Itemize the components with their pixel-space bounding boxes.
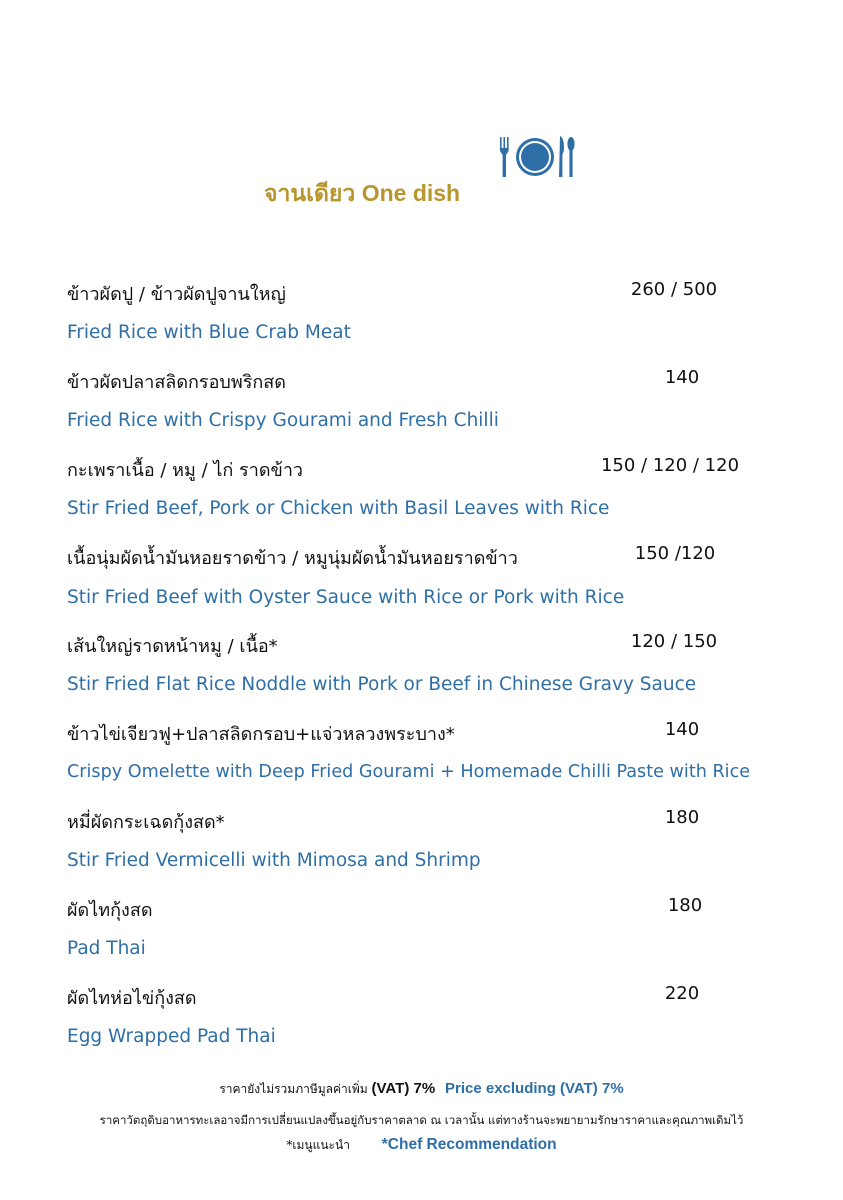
dish-english-name: Crispy Omelette with Deep Fried Gourami + Homemade Chilli Paste with Rice [67,762,751,782]
menu-item-thai [67,455,807,485]
menu-item-thai [67,279,807,309]
vat-note-english: Price excluding (VAT) 7% [445,1080,624,1097]
dish-thai-name: ข้าวผัดปู / ข้าวผัดปูจานใหญ่ [67,284,286,305]
dish-thai-name: เส้นใหญ่ราดหน้าหมู / เนื้อ* [67,636,278,657]
page-title: จานเดียว One dish [264,180,461,206]
dish-thai-name: เนื้อนุ่มผัดน้ำมันหอยราดข้าว / หมูนุ่มผัดน้ำมันหอยราดข้าว [67,548,518,569]
dish-price: 120 / 150 [630,631,718,652]
recommendation-english: *Chef Recommendation [381,1136,557,1153]
price-disclaimer: ราคาวัตถุดิบอาหารทะเลอาจมีการเปลี่ยนแปลงขึ้นอยู่กับราคาตลาด ณ เวลานั้น แต่ทางร้านจะพยายามรักษาราคาและคุณภาพเดิมไว้ [99,1113,744,1127]
dish-english-name: Fried Rice with Crispy Gourami and Fresh Chilli [67,410,499,431]
dish-thai-name: ข้าวไข่เจียวฟู+ปลาสลิดกรอบ+แจ่วหลวงพระบาง* [67,724,455,745]
vat-code: (VAT) 7% [371,1080,436,1097]
recommendation-note [0,1136,843,1155]
menu-item-thai [67,983,807,1013]
dish-english-name: Stir Fried Vermicelli with Mimosa and Shrimp [67,850,481,871]
vat-note [0,1080,843,1099]
vat-note-thai: ราคายังไม่รวมภาษีมูลค่าเพิ่ม [219,1082,368,1096]
dish-price: 140 [664,719,700,740]
dish-english-name: Fried Rice with Blue Crab Meat [67,322,351,343]
menu-item-thai [67,895,807,925]
dish-thai-name: ผัดไทกุ้งสด [67,900,153,921]
dish-price: 150 /120 [634,543,716,564]
menu-item-english [67,1026,807,1056]
dish-english-name: Egg Wrapped Pad Thai [67,1026,276,1047]
menu-item-thai [67,543,807,573]
dish-english-name: Stir Fried Flat Rice Noddle with Pork or Beef in Chinese Gravy Sauce [67,674,697,695]
header [0,0,843,230]
recommendation-thai: *เมนูแนะนำ [286,1138,350,1152]
menu-item-thai [67,719,807,749]
dish-price: 260 / 500 [630,279,718,300]
menu-item-english [67,938,807,968]
dish-price: 220 [664,983,700,1004]
dish-english-name: Pad Thai [67,938,146,959]
dish-english-name: Stir Fried Beef, Pork or Chicken with Basil Leaves with Rice [67,498,610,519]
dish-thai-name: กะเพราเนื้อ / หมู / ไก่ ราดข้าว [67,460,304,481]
dish-price: 180 [664,807,700,828]
menu-item-english [67,762,807,792]
menu-item-thai [67,367,807,397]
dish-price: 140 [664,367,700,388]
dish-thai-name: หมี่ผัดกระเฉดกุ้งสด* [67,812,225,833]
plate-fork-knife-icon [498,134,578,180]
menu-item-english [67,322,807,352]
dish-thai-name: ผัดไทห่อไข่กุ้งสด [67,988,197,1009]
dish-english-name: Stir Fried Beef with Oyster Sauce with Rice or Pork with Rice [67,587,625,608]
menu-item-english [67,410,807,440]
menu-item-english [67,498,807,528]
menu-item-english [67,674,807,704]
dish-price: 180 [667,895,703,916]
menu-item-english [67,587,807,617]
menu-item-english [67,850,807,880]
dish-thai-name: ข้าวผัดปลาสลิดกรอบพริกสด [67,372,286,393]
dish-price: 150 / 120 / 120 [600,455,740,476]
menu-item-thai [67,807,807,837]
menu-item-thai [67,631,807,661]
